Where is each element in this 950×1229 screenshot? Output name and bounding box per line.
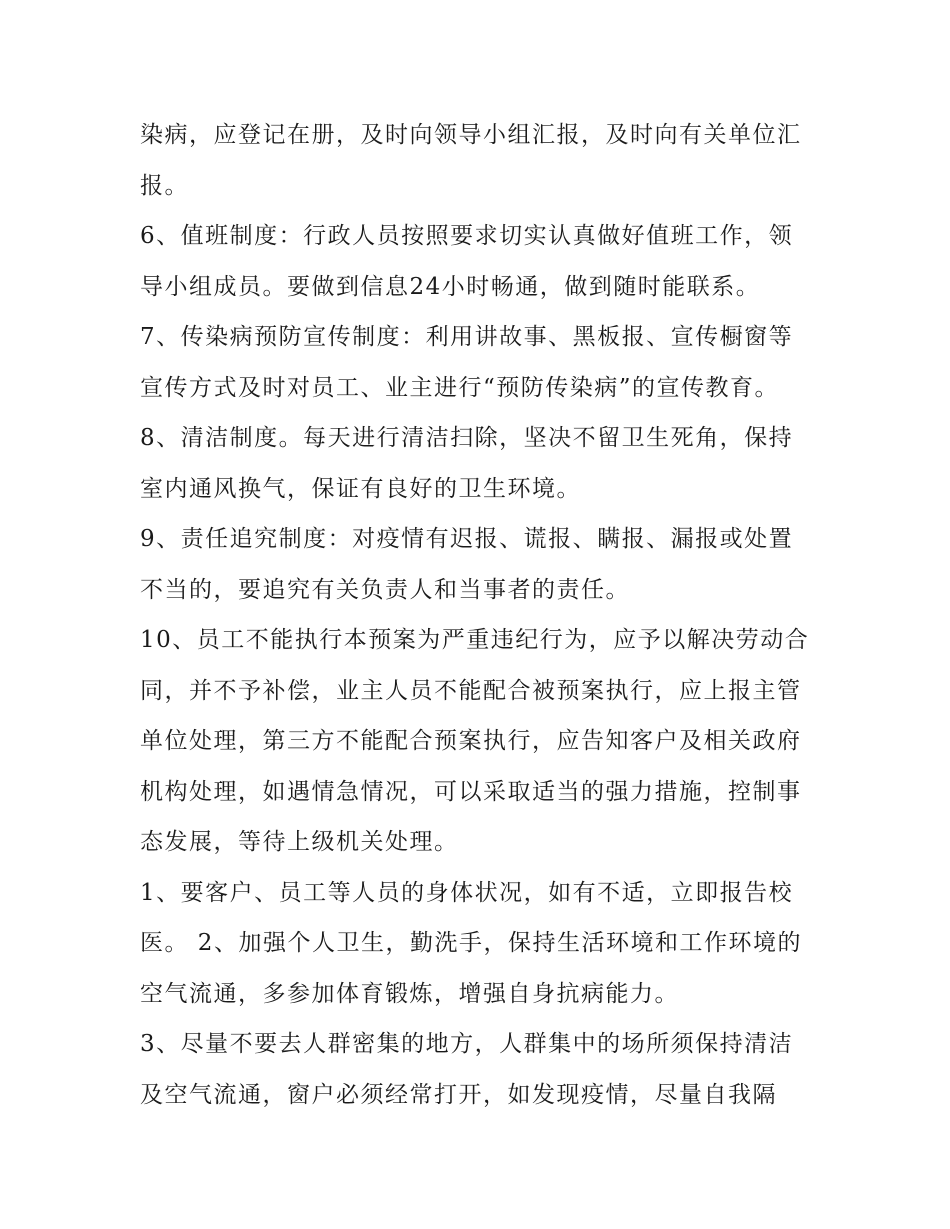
text-line: 空气流通，多参加体育锻炼，增强自身抗病能力。 bbox=[140, 980, 679, 1007]
text-line: 机构处理，如遇情急情况，可以采取适当的强力措施，控制事 bbox=[140, 778, 802, 805]
text-line: 9、责任追究制度：对疫情有迟报、谎报、瞒报、漏报或处置 bbox=[140, 526, 794, 552]
text-line: 不当的，要追究有关负责人和当事者的责任。 bbox=[140, 576, 630, 603]
text-line: 8、清洁制度。每天进行清洁扫除，坚决不留卫生死角，保持 bbox=[140, 425, 794, 451]
text-line: 染病，应登记在册，及时向领导小组汇报，及时向有关单位汇 bbox=[140, 122, 802, 148]
text-line: 医。 2、加强个人卫生，勤洗手，保持生活环境和工作环境的 bbox=[140, 930, 802, 956]
text-line: 7、传染病预防宣传制度：利用讲故事、黑板报、宣传橱窗等 bbox=[140, 324, 794, 350]
text-line: 3、尽量不要去人群密集的地方，人群集中的场所须保持清洁 bbox=[140, 1031, 794, 1057]
text-line: 态发展，等待上级机关处理。 bbox=[140, 829, 459, 855]
text-line: 室内通风换气，保证有良好的卫生环境。 bbox=[140, 475, 581, 502]
text-line: 导小组成员。要做到信息24小时畅通，做到随时能联系。 bbox=[140, 273, 761, 300]
text-line: 及空气流通，窗户必须经常打开，如发现疫情，尽量自我隔 bbox=[140, 1081, 777, 1108]
text-line: 报。 bbox=[140, 172, 189, 199]
text-line: 10、员工不能执行本预案为严重违纪行为，应予以解决劳动合 bbox=[140, 627, 810, 653]
text-line: 1、要客户、员工等人员的身体状况，如有不适，立即报告校 bbox=[140, 879, 794, 906]
text-line: 6、值班制度：行政人员按照要求切实认真做好值班工作，领 bbox=[140, 223, 794, 249]
document-body bbox=[140, 110, 812, 1120]
text-line: 宣传方式及时对员工、业主进行“预防传染病”的宣传教育。 bbox=[140, 374, 780, 401]
text-line: 同，并不予补偿，业主人员不能配合被预案执行，应上报主管 bbox=[140, 677, 802, 704]
text-line: 单位处理，第三方不能配合预案执行，应告知客户及相关政府 bbox=[140, 728, 802, 754]
